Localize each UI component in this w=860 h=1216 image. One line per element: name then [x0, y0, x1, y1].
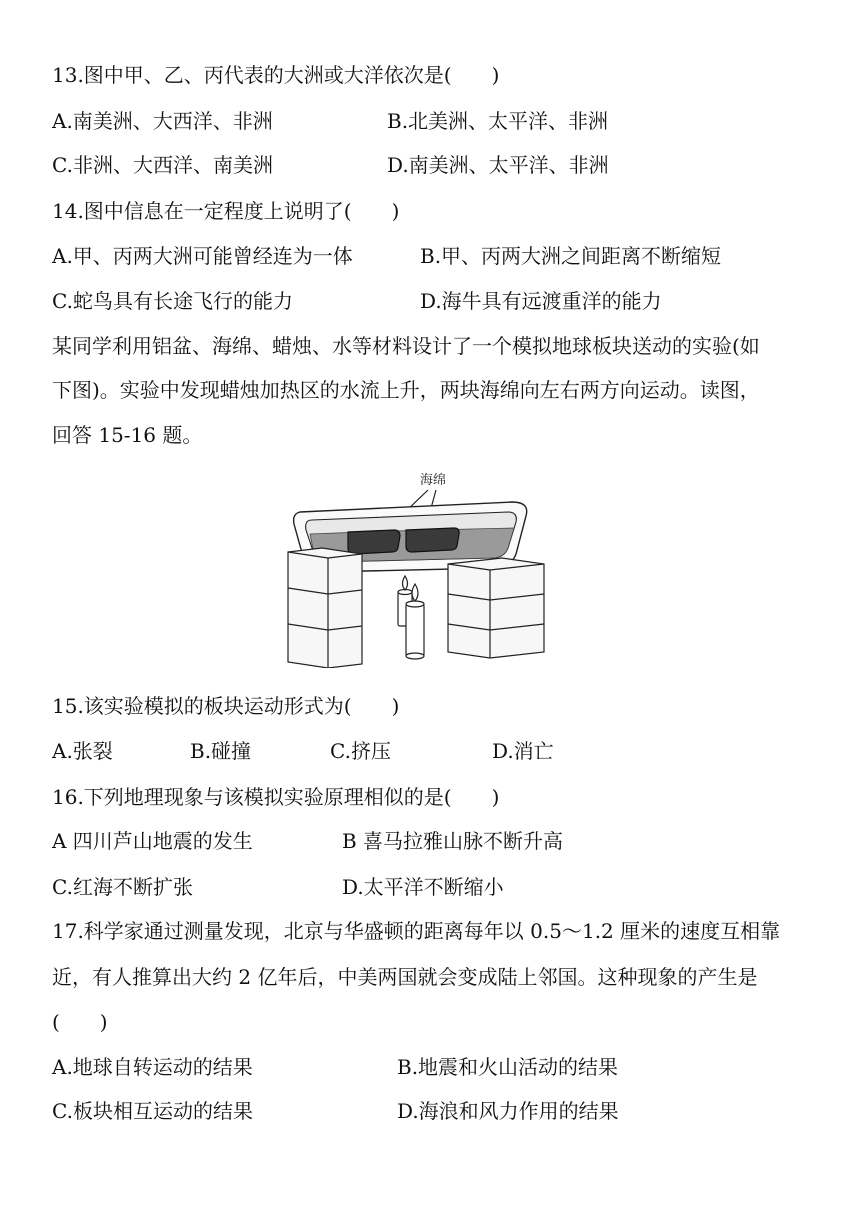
q16-option-a: A 四川芦山地震的发生	[52, 829, 253, 853]
q15-option-a: A.张裂	[52, 739, 113, 763]
q17-stem-line-1: 17.科学家通过测量发现，北京与华盛顿的距离每年以 0.5～1.2 厘米的速度互相靠	[52, 919, 781, 943]
q14-option-b: B.甲、丙两大洲之间距离不断缩短	[420, 244, 722, 268]
q17-option-a: A.地球自转运动的结果	[52, 1055, 253, 1079]
intro-line-2: 下图)。实验中发现蜡烛加热区的水流上升，两块海绵向左右两方向运动。读图，	[52, 378, 760, 402]
q15-option-b: B.碰撞	[190, 739, 252, 763]
q17-stem-line-2: 近，有人推算出大约 2 亿年后，中美两国就会变成陆上邻国。这种现象的产生是	[52, 965, 758, 989]
q13-option-a: A.南美洲、大西洋、非洲	[52, 109, 273, 133]
q16-option-c: C.红海不断扩张	[52, 875, 193, 899]
sponge-right	[406, 528, 459, 552]
q16-option-d: D.太平洋不断缩小	[342, 875, 504, 899]
q13-stem: 13.图中甲、乙、丙代表的大洲或大洋依次是( )	[52, 63, 500, 87]
brick-stack-right	[448, 558, 544, 658]
experiment-figure	[282, 468, 554, 668]
q16-stem: 16.下列地理现象与该模拟实验原理相似的是( )	[52, 785, 500, 809]
q14-option-a: A.甲、丙两大洲可能曾经连为一体	[52, 244, 353, 268]
q16-option-b: B 喜马拉雅山脉不断升高	[342, 829, 564, 853]
q13-option-d: D.南美洲、太平洋、非洲	[387, 153, 609, 177]
sponge-label: 海绵	[420, 473, 447, 488]
q17-option-b: B.地震和火山活动的结果	[397, 1055, 619, 1079]
q14-option-d: D.海牛具有远渡重洋的能力	[420, 289, 662, 313]
q15-stem: 15.该实验模拟的板块运动形式为( )	[52, 694, 400, 718]
q14-option-c: C.蛇鸟具有长途飞行的能力	[52, 289, 293, 313]
sponge-left	[348, 530, 400, 554]
q15-option-c: C.挤压	[330, 739, 391, 763]
brick-stack-left	[288, 548, 362, 668]
q17-stem-line-3: ( )	[52, 1010, 108, 1034]
q17-option-d: D.海浪和风力作用的结果	[397, 1099, 619, 1123]
intro-line-3: 回答 15-16 题。	[52, 423, 203, 447]
q13-option-b: B.北美洲、太平洋、非洲	[387, 109, 609, 133]
intro-line-1: 某同学利用铝盆、海绵、蜡烛、水等材料设计了一个模拟地球板块送动的实验(如	[52, 334, 760, 358]
q13-option-c: C.非洲、大西洋、南美洲	[52, 153, 273, 177]
q17-option-c: C.板块相互运动的结果	[52, 1099, 253, 1123]
q15-option-d: D.消亡	[492, 739, 554, 763]
q14-stem: 14.图中信息在一定程度上说明了( )	[52, 199, 400, 223]
